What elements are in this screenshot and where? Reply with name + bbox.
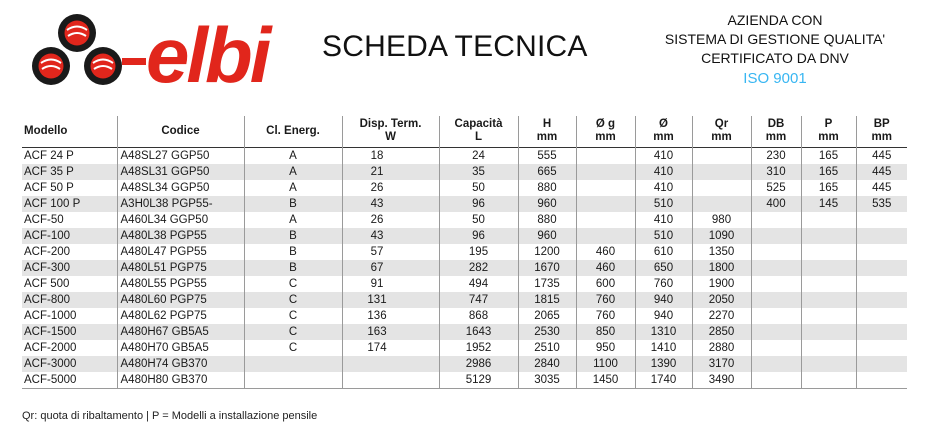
cell-bp: 445	[856, 148, 907, 165]
cell-modello: ACF-2000	[24, 341, 77, 354]
cell-diametro-g	[576, 228, 635, 244]
cell-classe-energetica: C	[244, 308, 342, 324]
cell-p	[801, 260, 856, 276]
cell-diametro: 760	[635, 276, 692, 292]
cell-qr	[692, 164, 751, 180]
cell-capacita: 50	[439, 180, 518, 196]
cell-codice: A480H80 GB370	[117, 372, 244, 389]
cell-dispersione-termica: 174	[342, 340, 439, 356]
cell-p: 145	[801, 196, 856, 212]
cell-capacita: 24	[439, 148, 518, 165]
cell-modello: ACF-1000	[24, 309, 77, 322]
cell-bp	[856, 308, 907, 324]
column-header-unit: mm	[818, 131, 839, 143]
cell-altezza: 555	[518, 148, 576, 165]
cell-codice: A460L34 GGP50	[117, 212, 244, 228]
cell-db	[751, 324, 801, 340]
cell-diametro-g	[576, 180, 635, 196]
cell-modello: ACF-1500	[22, 324, 117, 340]
table-row	[22, 244, 907, 260]
cell-diametro: 1390	[635, 356, 692, 372]
cell-modello: ACF 24 P	[24, 149, 74, 162]
cell-qr	[692, 196, 751, 212]
column-header-label: Modello	[24, 124, 68, 137]
cell-diametro-g: 760	[576, 292, 635, 308]
cell-p	[801, 276, 856, 292]
cell-p	[801, 292, 856, 308]
cell-diametro-g: 600	[576, 276, 635, 292]
cell-diametro: 650	[635, 260, 692, 276]
certification-block	[640, 11, 910, 88]
cell-altezza: 2065	[518, 308, 576, 324]
cell-codice: A480L38 PGP55	[117, 228, 244, 244]
cell-dispersione-termica: 131	[342, 292, 439, 308]
cell-capacita: 1952	[439, 340, 518, 356]
cell-diametro-g: 760	[576, 308, 635, 324]
column-header-unit: mm	[871, 131, 892, 143]
cell-diametro: 610	[635, 244, 692, 260]
cell-qr: 1900	[692, 276, 751, 292]
cell-dispersione-termica: 57	[342, 244, 439, 260]
table-row	[22, 372, 907, 389]
cell-dispersione-termica: 26	[342, 212, 439, 228]
column-header-label: H	[542, 118, 552, 130]
cell-db	[751, 244, 801, 260]
cell-db: 310	[751, 164, 801, 180]
cell-modello: ACF 100 P	[22, 196, 117, 212]
cell-diametro-g: 1450	[576, 372, 635, 389]
cell-modello: ACF-5000	[22, 372, 117, 389]
cell-p	[801, 356, 856, 372]
cell-classe-energetica: B	[244, 260, 342, 276]
cell-qr: 3490	[692, 372, 751, 389]
column-header-label: Cl. Energ.	[266, 124, 320, 137]
column-header-modello	[22, 116, 117, 148]
column-header-bp	[856, 116, 907, 148]
cell-bp	[856, 260, 907, 276]
cell-qr: 1800	[692, 260, 751, 276]
cell-dispersione-termica: 163	[342, 324, 439, 340]
column-header-codice	[117, 116, 244, 148]
cell-db	[751, 308, 801, 324]
cell-diametro-g: 460	[576, 260, 635, 276]
cell-codice: A48SL34 GGP50	[117, 180, 244, 196]
cell-altezza: 1735	[518, 276, 576, 292]
table-row	[22, 324, 907, 340]
table-header-row	[22, 116, 907, 148]
cell-classe-energetica: B	[244, 228, 342, 244]
cell-altezza: 1670	[518, 260, 576, 276]
column-header-diametro-g	[576, 116, 635, 148]
cell-codice: A480L62 PGP75	[117, 308, 244, 324]
cell-codice: A480H67 GB5A5	[117, 324, 244, 340]
cell-classe-energetica	[244, 372, 342, 389]
cell-qr	[692, 180, 751, 196]
cell-p	[801, 372, 856, 389]
column-header-capacita	[439, 116, 518, 148]
cell-diametro: 410	[635, 212, 692, 228]
table-row	[22, 212, 907, 228]
cell-qr: 980	[692, 212, 751, 228]
cell-qr: 2270	[692, 308, 751, 324]
cell-altezza: 960	[518, 228, 576, 244]
cell-modello: ACF-100	[22, 228, 117, 244]
cell-db	[751, 340, 801, 356]
table-row	[22, 148, 907, 165]
cell-diametro-g: 850	[576, 324, 635, 340]
cell-diametro-g	[576, 164, 635, 180]
cell-codice: A480L60 PGP75	[117, 292, 244, 308]
cell-altezza: 960	[518, 196, 576, 212]
cell-bp	[856, 356, 907, 372]
cell-diametro: 510	[635, 228, 692, 244]
cell-diametro-g	[576, 196, 635, 212]
cell-classe-energetica: A	[244, 164, 342, 180]
cell-diametro: 510	[635, 196, 692, 212]
cell-p: 165	[801, 180, 856, 196]
cell-altezza: 665	[518, 164, 576, 180]
cert-line: SISTEMA DI GESTIONE QUALITA'	[664, 31, 886, 47]
cell-diametro-g: 1100	[576, 356, 635, 372]
cell-capacita: 5129	[439, 372, 518, 389]
cell-modello: ACF 35 P	[22, 164, 117, 180]
cell-bp	[856, 244, 907, 260]
column-header-unit: mm	[653, 131, 674, 143]
cell-diametro: 410	[635, 180, 692, 196]
cell-diametro: 1310	[635, 324, 692, 340]
cell-codice: A480H70 GB5A5	[117, 340, 244, 356]
column-header-db	[751, 116, 801, 148]
column-header-label: Qr	[714, 118, 729, 130]
cell-capacita: 2986	[439, 356, 518, 372]
cell-p	[801, 308, 856, 324]
cell-db	[751, 356, 801, 372]
cell-altezza: 2840	[518, 356, 576, 372]
footnote: Qr: quota di ribaltamento | P = Modelli a installazione pensile	[22, 410, 318, 422]
cell-diametro-g: 460	[576, 244, 635, 260]
cell-qr: 3170	[692, 356, 751, 372]
cell-classe-energetica: C	[244, 340, 342, 356]
cell-bp	[856, 292, 907, 308]
column-header-diametro	[635, 116, 692, 148]
cell-p	[801, 212, 856, 228]
column-header-label: Ø g	[595, 118, 616, 130]
logo-rings-icon	[32, 14, 122, 85]
column-header-unit: mm	[536, 131, 558, 143]
cell-p	[801, 324, 856, 340]
cell-qr: 2850	[692, 324, 751, 340]
table-row	[22, 180, 907, 196]
table-body	[22, 148, 907, 389]
iso-badge: ISO 9001	[743, 70, 807, 87]
cell-capacita: 96	[439, 196, 518, 212]
cell-classe-energetica: C	[244, 276, 342, 292]
cell-bp: 445	[856, 180, 907, 196]
column-header-unit: mm	[711, 131, 732, 143]
cell-altezza: 1815	[518, 292, 576, 308]
cell-p: 165	[801, 148, 856, 165]
cell-capacita: 494	[439, 276, 518, 292]
cell-diametro-g: 950	[576, 340, 635, 356]
cell-bp	[856, 212, 907, 228]
cell-db: 400	[751, 196, 801, 212]
cell-modello: ACF-50	[24, 213, 64, 226]
cell-diametro: 940	[635, 308, 692, 324]
cell-altezza: 2510	[518, 340, 576, 356]
cell-modello: ACF-200	[24, 245, 71, 258]
cell-db	[751, 228, 801, 244]
cell-dispersione-termica: 21	[342, 164, 439, 180]
column-header-unit: L	[474, 131, 483, 143]
cell-p	[801, 340, 856, 356]
table-row	[22, 308, 907, 324]
cell-qr: 1090	[692, 228, 751, 244]
cell-db	[751, 372, 801, 389]
cell-classe-energetica: A	[244, 212, 342, 228]
cell-altezza: 3035	[518, 372, 576, 389]
cell-p	[801, 244, 856, 260]
cell-modello: ACF 500	[24, 277, 70, 290]
column-header-classe-energetica	[244, 116, 342, 148]
cert-line: AZIENDA CON	[727, 12, 823, 28]
cell-capacita: 50	[439, 212, 518, 228]
spec-table	[22, 116, 907, 389]
cell-p: 165	[801, 164, 856, 180]
cell-dispersione-termica: 136	[342, 308, 439, 324]
cell-modello: ACF-300	[22, 260, 117, 276]
cell-codice: A480L51 PGP75	[117, 260, 244, 276]
cell-db	[751, 276, 801, 292]
cell-modello: ACF-800	[22, 292, 117, 308]
cell-diametro: 1410	[635, 340, 692, 356]
cell-codice: A48SL27 GGP50	[117, 148, 244, 165]
cell-qr: 2880	[692, 340, 751, 356]
cell-bp	[856, 276, 907, 292]
column-header-label: Codice	[161, 124, 200, 137]
cell-capacita: 195	[439, 244, 518, 260]
table-row	[22, 356, 907, 372]
elbi-logo	[22, 6, 284, 96]
cell-capacita: 868	[439, 308, 518, 324]
cell-diametro-g	[576, 148, 635, 165]
cell-db	[751, 212, 801, 228]
cell-qr: 2050	[692, 292, 751, 308]
cell-dispersione-termica: 67	[342, 260, 439, 276]
cell-bp	[856, 372, 907, 389]
page-title: SCHEDA TECNICA	[322, 30, 588, 63]
cell-dispersione-termica: 26	[342, 180, 439, 196]
cell-modello: ACF-3000	[22, 356, 117, 372]
cell-altezza: 880	[518, 180, 576, 196]
cell-db	[751, 292, 801, 308]
column-header-unit: mm	[595, 131, 616, 143]
cell-classe-energetica	[244, 356, 342, 372]
cell-capacita: 96	[439, 228, 518, 244]
column-header-label: Disp. Term.	[359, 118, 422, 130]
cell-dispersione-termica: 43	[342, 196, 439, 212]
column-header-dispersione-termica	[342, 116, 439, 148]
cell-diametro: 940	[635, 292, 692, 308]
cert-line: CERTIFICATO DA DNV	[701, 50, 849, 66]
column-header-label: P	[824, 118, 833, 130]
cell-diametro: 410	[635, 164, 692, 180]
cell-classe-energetica: C	[244, 324, 342, 340]
column-header-label: Ø	[659, 118, 668, 130]
cell-classe-energetica: A	[244, 148, 342, 165]
cell-altezza: 880	[518, 212, 576, 228]
table-row	[22, 228, 907, 244]
cell-bp	[856, 228, 907, 244]
cell-altezza: 2530	[518, 324, 576, 340]
cell-bp	[856, 340, 907, 356]
column-header-label: Capacità	[454, 118, 503, 130]
cell-bp: 445	[856, 164, 907, 180]
cell-classe-energetica: A	[244, 180, 342, 196]
cell-codice: A480L47 PGP55	[117, 244, 244, 260]
column-header-unit: W	[385, 131, 396, 143]
cell-codice: A480L55 PGP55	[117, 276, 244, 292]
cell-capacita: 35	[439, 164, 518, 180]
cell-dispersione-termica	[342, 372, 439, 389]
cell-classe-energetica: B	[244, 196, 342, 212]
table-row	[22, 196, 907, 212]
cell-capacita: 747	[439, 292, 518, 308]
cell-db: 525	[751, 180, 801, 196]
cell-altezza: 1200	[518, 244, 576, 260]
column-header-label: DB	[767, 118, 785, 130]
cell-dispersione-termica	[342, 356, 439, 372]
cell-dispersione-termica: 18	[342, 148, 439, 165]
cell-diametro-g	[576, 212, 635, 228]
logo-wordmark: elbi	[146, 11, 269, 96]
cell-dispersione-termica: 91	[342, 276, 439, 292]
cell-classe-energetica: B	[244, 244, 342, 260]
cell-codice: A3H0L38 PGP55-	[117, 196, 244, 212]
column-header-qr	[692, 116, 751, 148]
cell-qr: 1350	[692, 244, 751, 260]
cell-p	[801, 228, 856, 244]
column-header-altezza	[518, 116, 576, 148]
table-row	[22, 164, 907, 180]
cell-qr	[692, 148, 751, 165]
cell-capacita: 1643	[439, 324, 518, 340]
cell-db: 230	[751, 148, 801, 165]
cell-bp	[856, 324, 907, 340]
cell-capacita: 282	[439, 260, 518, 276]
cell-bp: 535	[856, 196, 907, 212]
table-row	[22, 276, 907, 292]
cell-dispersione-termica: 43	[342, 228, 439, 244]
cell-codice: A48SL31 GGP50	[117, 164, 244, 180]
cell-codice: A480H74 GB370	[117, 356, 244, 372]
cell-diametro: 1740	[635, 372, 692, 389]
logo-dash	[122, 58, 146, 65]
cell-db	[751, 260, 801, 276]
table-row	[22, 260, 907, 276]
column-header-p	[801, 116, 856, 148]
column-header-label: BP	[873, 118, 890, 130]
cell-classe-energetica: C	[244, 292, 342, 308]
cell-diametro: 410	[635, 148, 692, 165]
cell-modello: ACF 50 P	[24, 181, 74, 194]
table-row	[22, 340, 907, 356]
column-header-unit: mm	[765, 131, 787, 143]
table-row	[22, 292, 907, 308]
